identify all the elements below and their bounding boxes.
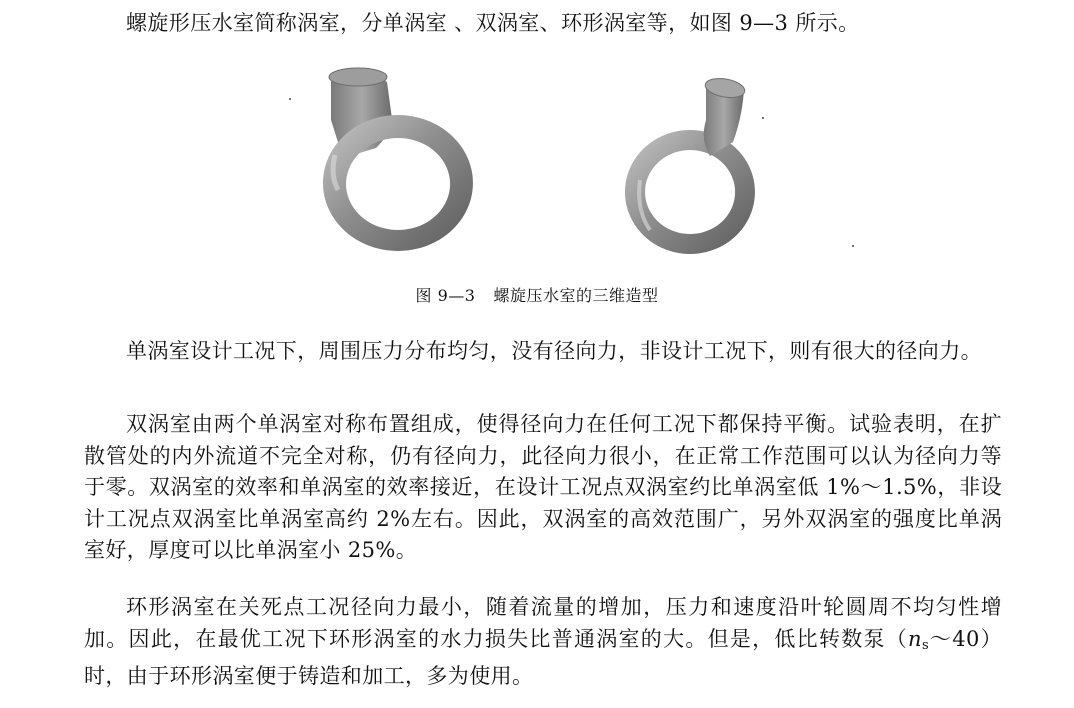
double-volute-model [625, 76, 755, 254]
figure-volute-3d [0, 60, 1074, 260]
single-volute-model [323, 68, 473, 251]
figure-caption [0, 283, 1074, 306]
paragraph-double-volute: 双涡室由两个单涡室对称布置组成，使得径向力在任何工况下都保持平衡。试验表明，在扩散管处的内外流道不完全对称，仍有径向力，此径向力很小，在正常工作范围可以认为径向力等于零。双涡室的效率和单涡室的效率接近，在设计工况点双涡室约比单涡室低 1%～1.5%，非设计工况点双涡室比单涡室高约 2%左右。因此，双涡室的高效范围广，另外双涡室的强度比单涡室好，厚度可以比单涡室小 25%。 [84, 412, 1002, 562]
intro-paragraph: 螺旋形压水室简称涡室，分单涡室 、双涡室、环形涡室等，如图 9—3 所示。 [126, 11, 860, 35]
paragraph-annular-volute: 环形涡室在关死点工况径向力最小，随着流量的增加，压力和速度沿叶轮圆周不均匀性增加。因此，在最优工况下环形涡室的水力损失比普通涡室的大。但是，低比转数泵$(n_s\sim 40)$时，由于环形涡室便于铸造和加工，多为使用。 [84, 595, 1002, 688]
figure-label: 图 9—3 [415, 286, 476, 305]
specific-speed-symbol: n [908, 626, 922, 651]
volute-illustration [0, 60, 1074, 260]
figure-caption-text: 螺旋压水室的三维造型 [493, 286, 659, 305]
paragraph-single-volute: 单涡室设计工况下，周围压力分布均匀，没有径向力，非设计工况下，则有很大的径向力。 [126, 339, 982, 363]
